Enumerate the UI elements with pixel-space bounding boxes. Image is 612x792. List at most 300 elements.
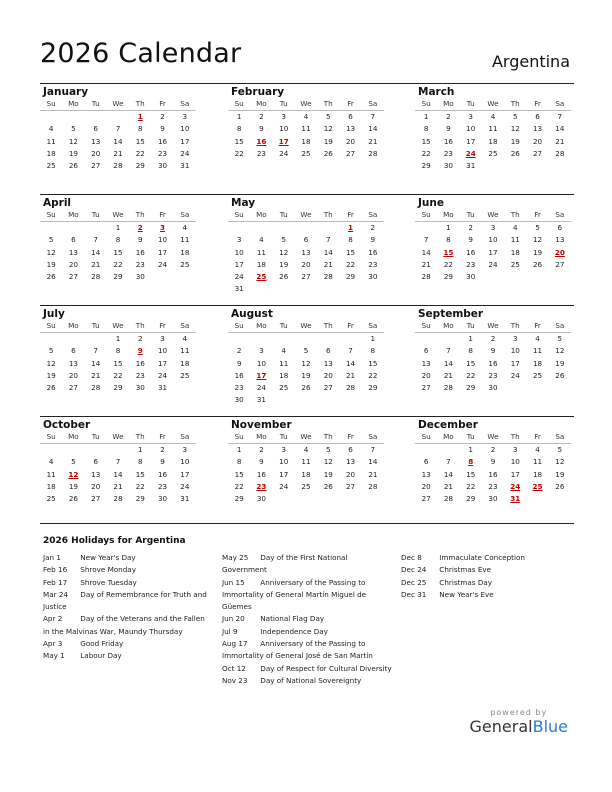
- day-cell: 7: [115, 124, 121, 134]
- day-cell: 27: [91, 161, 101, 171]
- day-cell: 12: [555, 457, 565, 467]
- page-title: 2026 Calendar: [40, 38, 242, 69]
- day-cell: 4: [490, 112, 496, 121]
- day-cell: 25: [180, 259, 190, 269]
- weekday-label: Su: [234, 432, 244, 441]
- day-cell: 7: [325, 235, 331, 245]
- weekday-label: We: [300, 210, 312, 219]
- day-cell: 14: [323, 247, 333, 257]
- day-cell: 20: [323, 370, 333, 380]
- month-name: June: [418, 197, 444, 209]
- holiday-name: Christmas Day: [439, 577, 493, 587]
- weekday-label: Sa: [368, 210, 378, 219]
- weekday-label: Fr: [347, 432, 354, 441]
- week-row: [40, 444, 196, 456]
- weekday-label: Su: [46, 210, 56, 219]
- day-cell: 21: [368, 136, 378, 146]
- day-cell: 5: [48, 235, 54, 245]
- month-name: October: [43, 419, 91, 431]
- day-cell: 1: [115, 334, 121, 343]
- day-cell: 22: [421, 148, 431, 158]
- day-cell: 25: [301, 481, 311, 491]
- day-cell: 25: [46, 494, 56, 504]
- day-cell: 21: [368, 469, 378, 479]
- day-cell: 16: [256, 469, 266, 479]
- day-cell: 3: [490, 223, 496, 232]
- day-cell: 1: [236, 445, 242, 454]
- holiday-date: Oct 12: [222, 663, 246, 673]
- week-row: [415, 271, 571, 283]
- weekday-label: Th: [135, 99, 145, 108]
- week-row: [228, 345, 384, 357]
- holiday-day: 25: [256, 272, 267, 282]
- day-cell: 7: [557, 112, 563, 121]
- day-cell: [362, 394, 384, 406]
- day-cell: [250, 333, 272, 345]
- day-cell: [273, 394, 295, 406]
- holiday-item: [401, 577, 571, 589]
- day-cell: 19: [323, 136, 333, 146]
- day-cell: 7: [370, 112, 376, 121]
- day-cell: [228, 333, 250, 345]
- week-row: [415, 148, 571, 160]
- day-cell: 4: [182, 223, 188, 232]
- day-cell: 8: [115, 235, 121, 245]
- day-cell: 15: [421, 136, 431, 146]
- day-cell: 31: [180, 494, 190, 504]
- weekday-label: Su: [421, 99, 431, 108]
- day-cell: 30: [256, 494, 266, 504]
- holiday-item: [222, 552, 392, 577]
- day-cell: 11: [279, 358, 289, 368]
- weekday-label: Su: [46, 432, 56, 441]
- month-december: [415, 419, 571, 505]
- day-cell: 3: [512, 445, 518, 454]
- weekday-label: Su: [234, 99, 244, 108]
- day-cell: 2: [446, 112, 451, 121]
- day-cell: [339, 394, 361, 406]
- holiday-day: 8: [468, 457, 474, 467]
- day-cell: 30: [466, 272, 476, 282]
- weekday-label: Th: [323, 321, 333, 330]
- day-cell: 6: [348, 112, 353, 121]
- holiday-name: Day of the Veterans and the Fallen in the Malvinas War, Maundy Thursday: [43, 614, 205, 636]
- day-cell: [295, 493, 317, 505]
- day-cell: 5: [303, 346, 309, 356]
- quarter-row: [40, 194, 574, 305]
- holiday-name: Shrove Monday: [80, 565, 136, 575]
- day-cell: 23: [135, 259, 145, 269]
- weekday-header: [40, 320, 196, 333]
- weekday-label: We: [300, 432, 312, 441]
- weekday-label: Th: [323, 99, 333, 108]
- day-cell: 15: [466, 469, 476, 479]
- day-cell: [415, 222, 437, 234]
- weekday-label: Sa: [180, 432, 190, 441]
- week-row: [40, 271, 196, 283]
- holiday-item: [401, 552, 571, 564]
- day-cell: 22: [345, 259, 356, 269]
- weekday-label: Mo: [256, 321, 267, 330]
- holiday-day: 12: [68, 469, 79, 479]
- day-cell: 20: [345, 469, 356, 479]
- day-cell: 28: [443, 383, 453, 393]
- holiday-day: 1: [348, 223, 354, 232]
- day-cell: [62, 222, 84, 234]
- day-cell: [317, 333, 339, 345]
- day-cell: 28: [443, 494, 453, 504]
- day-cell: 29: [345, 272, 356, 282]
- day-cell: 10: [157, 235, 168, 245]
- day-cell: 4: [182, 334, 188, 343]
- day-cell: [62, 333, 84, 345]
- day-cell: 21: [443, 370, 453, 380]
- day-cell: [339, 493, 361, 505]
- week-row: [415, 333, 571, 345]
- holiday-item: [43, 650, 211, 662]
- day-cell: 24: [157, 259, 168, 269]
- day-cell: 19: [279, 259, 289, 269]
- week-row: [40, 123, 196, 135]
- day-cell: 20: [68, 259, 78, 269]
- day-cell: [362, 283, 384, 295]
- day-cell: 20: [532, 136, 543, 146]
- day-cell: [250, 222, 272, 234]
- week-row: [228, 148, 384, 160]
- day-cell: [317, 283, 339, 295]
- holiday-date: May 1: [43, 651, 65, 661]
- week-row: [228, 493, 384, 505]
- day-cell: 18: [532, 358, 543, 368]
- day-cell: 11: [532, 457, 543, 467]
- day-cell: 7: [348, 346, 353, 356]
- day-cell: 15: [135, 469, 145, 479]
- weekday-label: Sa: [180, 99, 190, 108]
- day-cell: 9: [370, 235, 376, 245]
- day-cell: 26: [46, 383, 56, 393]
- day-cell: 25: [180, 370, 190, 380]
- day-cell: 11: [532, 346, 543, 356]
- day-cell: 28: [91, 272, 101, 282]
- day-cell: 2: [490, 445, 496, 454]
- day-cell: 22: [234, 148, 244, 158]
- holiday-column: [401, 552, 571, 601]
- holiday-date: Jun 15: [222, 577, 245, 587]
- holiday-item: [222, 626, 392, 638]
- weekday-label: We: [112, 432, 124, 441]
- day-cell: 24: [279, 481, 289, 491]
- week-row: [228, 444, 384, 456]
- weekday-label: Tu: [279, 321, 288, 330]
- weekday-header: [228, 209, 384, 222]
- holiday-item: [43, 638, 211, 650]
- day-cell: 8: [236, 457, 242, 467]
- week-row: [228, 222, 384, 234]
- day-cell: 9: [160, 457, 165, 467]
- day-cell: 1: [137, 445, 143, 454]
- day-cell: 31: [234, 284, 244, 294]
- week-row: [415, 111, 571, 123]
- day-cell: 27: [301, 272, 311, 282]
- week-row: [415, 469, 571, 481]
- holiday-item: [43, 613, 211, 638]
- weekday-label: Tu: [91, 99, 100, 108]
- holiday-day: 17: [278, 136, 289, 146]
- day-cell: 9: [236, 358, 242, 368]
- day-cell: 29: [466, 383, 476, 393]
- day-cell: [482, 160, 504, 172]
- day-cell: 20: [345, 136, 356, 146]
- day-cell: 10: [180, 457, 190, 467]
- week-row: [415, 234, 571, 246]
- day-cell: 11: [301, 124, 311, 134]
- day-cell: 24: [180, 481, 190, 491]
- month-january: [40, 86, 196, 172]
- day-cell: [250, 283, 272, 295]
- weekday-label: Sa: [555, 432, 565, 441]
- day-cell: 11: [256, 247, 266, 257]
- week-row: [40, 234, 196, 246]
- weekday-label: Th: [510, 210, 520, 219]
- day-cell: 9: [137, 235, 143, 245]
- brand-blue: Blue: [532, 717, 568, 736]
- day-cell: [339, 283, 361, 295]
- day-cell: [151, 271, 173, 283]
- holiday-name: Christmas Eve: [439, 565, 492, 575]
- day-cell: 29: [234, 494, 244, 504]
- day-cell: 12: [279, 247, 289, 257]
- day-cell: 10: [256, 358, 266, 368]
- day-cell: 22: [443, 259, 453, 269]
- weekday-label: Su: [234, 321, 244, 330]
- day-cell: 11: [46, 136, 56, 146]
- weekday-label: Tu: [466, 321, 475, 330]
- day-cell: [62, 111, 84, 123]
- weekday-label: We: [487, 99, 499, 108]
- day-cell: 4: [48, 457, 54, 467]
- day-cell: 21: [443, 481, 453, 491]
- day-cell: [317, 222, 339, 234]
- day-cell: [40, 111, 62, 123]
- holiday-name: National Flag Day: [260, 614, 325, 624]
- day-cell: 18: [510, 247, 520, 257]
- day-cell: [273, 333, 295, 345]
- month-july: [40, 308, 196, 394]
- day-cell: 18: [279, 370, 289, 380]
- day-cell: 2: [160, 112, 165, 121]
- day-cell: [62, 444, 84, 456]
- day-cell: 4: [303, 112, 309, 121]
- weekday-label: Fr: [159, 99, 166, 108]
- day-cell: 29: [135, 161, 145, 171]
- day-cell: 13: [421, 358, 431, 368]
- day-cell: 15: [113, 358, 123, 368]
- weekday-label: Tu: [279, 99, 288, 108]
- day-cell: 30: [157, 494, 168, 504]
- day-cell: 9: [259, 457, 264, 467]
- day-cell: 11: [180, 235, 190, 245]
- weekday-label: Fr: [347, 210, 354, 219]
- weekday-label: Mo: [256, 210, 267, 219]
- day-cell: 5: [557, 445, 563, 454]
- week-row: [228, 481, 384, 493]
- day-cell: 6: [93, 124, 98, 134]
- day-cell: [549, 271, 571, 283]
- holiday-item: [401, 564, 571, 576]
- day-cell: 20: [301, 259, 311, 269]
- week-row: [40, 481, 196, 493]
- day-cell: 17: [466, 136, 476, 146]
- week-row: [228, 111, 384, 123]
- weekday-label: Mo: [68, 432, 79, 441]
- weekday-label: We: [112, 99, 124, 108]
- week-row: [228, 136, 384, 148]
- day-cell: 9: [490, 346, 496, 356]
- week-row: [40, 493, 196, 505]
- holiday-day: 9: [137, 346, 143, 356]
- day-cell: 3: [512, 334, 518, 343]
- day-cell: 5: [48, 346, 54, 356]
- holiday-column: [43, 552, 211, 663]
- month-february: [228, 86, 384, 160]
- day-cell: 1: [468, 334, 473, 343]
- week-row: [415, 493, 571, 505]
- day-cell: [549, 160, 571, 172]
- day-cell: 27: [68, 272, 78, 282]
- day-cell: 29: [135, 494, 145, 504]
- week-row: [415, 259, 571, 271]
- day-cell: 27: [345, 148, 356, 158]
- day-cell: 1: [236, 112, 242, 121]
- day-cell: [85, 444, 107, 456]
- day-cell: 24: [180, 148, 190, 158]
- week-row: [40, 333, 196, 345]
- week-row: [228, 271, 384, 283]
- day-cell: 18: [301, 136, 311, 146]
- day-cell: 21: [91, 370, 101, 380]
- day-cell: 14: [368, 124, 378, 134]
- day-cell: 21: [555, 136, 565, 146]
- week-row: [415, 456, 571, 468]
- day-cell: [482, 271, 504, 283]
- week-row: [40, 247, 196, 259]
- day-cell: [174, 382, 196, 394]
- day-cell: [85, 333, 107, 345]
- day-cell: 3: [182, 112, 188, 121]
- holiday-item: [43, 577, 211, 589]
- day-cell: 21: [91, 259, 101, 269]
- day-cell: 22: [234, 481, 244, 491]
- week-row: [228, 382, 384, 394]
- day-cell: 15: [368, 358, 378, 368]
- weekday-label: Mo: [443, 321, 454, 330]
- day-cell: 28: [113, 494, 123, 504]
- week-row: [228, 259, 384, 271]
- day-cell: 14: [421, 247, 431, 257]
- day-cell: 2: [490, 334, 496, 343]
- day-cell: 20: [421, 370, 431, 380]
- day-cell: 30: [234, 395, 244, 405]
- holiday-day: 31: [510, 494, 521, 504]
- day-cell: 27: [421, 383, 431, 393]
- day-cell: 3: [182, 445, 188, 454]
- holiday-day: 25: [532, 481, 543, 491]
- day-cell: 25: [46, 161, 56, 171]
- day-cell: [526, 271, 548, 283]
- day-cell: 26: [68, 161, 78, 171]
- month-march: [415, 86, 571, 172]
- day-cell: [85, 222, 107, 234]
- holiday-date: Dec 25: [401, 577, 427, 587]
- weekday-label: Tu: [91, 210, 100, 219]
- week-row: [415, 382, 571, 394]
- day-cell: 23: [488, 370, 498, 380]
- day-cell: [85, 111, 107, 123]
- holiday-day: 3: [160, 223, 166, 232]
- holiday-date: Dec 24: [401, 565, 427, 575]
- day-cell: 21: [113, 481, 123, 491]
- day-cell: 1: [115, 223, 121, 232]
- day-cell: 31: [466, 161, 476, 171]
- weekday-label: Th: [135, 210, 145, 219]
- weekday-label: Fr: [534, 432, 541, 441]
- holiday-name: Day of Remembrance for Truth and Justice: [43, 589, 207, 612]
- day-cell: 26: [555, 370, 565, 380]
- weekday-header: [228, 431, 384, 444]
- weekday-label: Mo: [68, 321, 79, 330]
- weekday-label: Mo: [256, 432, 267, 441]
- day-cell: 10: [510, 346, 520, 356]
- day-cell: [526, 493, 548, 505]
- day-cell: 9: [468, 235, 473, 245]
- week-row: [415, 358, 571, 370]
- day-cell: 31: [256, 395, 266, 405]
- day-cell: [437, 444, 459, 456]
- day-cell: 9: [259, 124, 264, 134]
- day-cell: 17: [157, 358, 168, 368]
- holiday-day: 20: [554, 247, 565, 257]
- day-cell: 27: [421, 494, 431, 504]
- day-cell: 13: [91, 136, 101, 146]
- day-cell: 19: [68, 148, 78, 158]
- day-cell: [504, 382, 526, 394]
- holiday-day: 16: [256, 136, 267, 146]
- day-cell: 13: [91, 469, 101, 479]
- weekday-header: [228, 320, 384, 333]
- day-cell: 6: [71, 346, 76, 356]
- holiday-item: [222, 638, 392, 663]
- brand-general: General: [469, 717, 533, 736]
- day-cell: 21: [345, 370, 356, 380]
- day-cell: 17: [157, 247, 168, 257]
- day-cell: 17: [279, 469, 289, 479]
- day-cell: 18: [256, 259, 266, 269]
- day-cell: 6: [535, 112, 540, 121]
- day-cell: 16: [466, 247, 476, 257]
- week-row: [228, 247, 384, 259]
- week-row: [415, 481, 571, 493]
- day-cell: 23: [157, 148, 168, 158]
- day-cell: 2: [370, 223, 376, 232]
- day-cell: 10: [466, 124, 476, 134]
- day-cell: 7: [93, 235, 98, 245]
- day-cell: [295, 394, 317, 406]
- day-cell: 28: [323, 272, 333, 282]
- weekday-label: We: [300, 321, 312, 330]
- holiday-item: [222, 675, 392, 687]
- day-cell: 17: [180, 136, 190, 146]
- day-cell: [362, 493, 384, 505]
